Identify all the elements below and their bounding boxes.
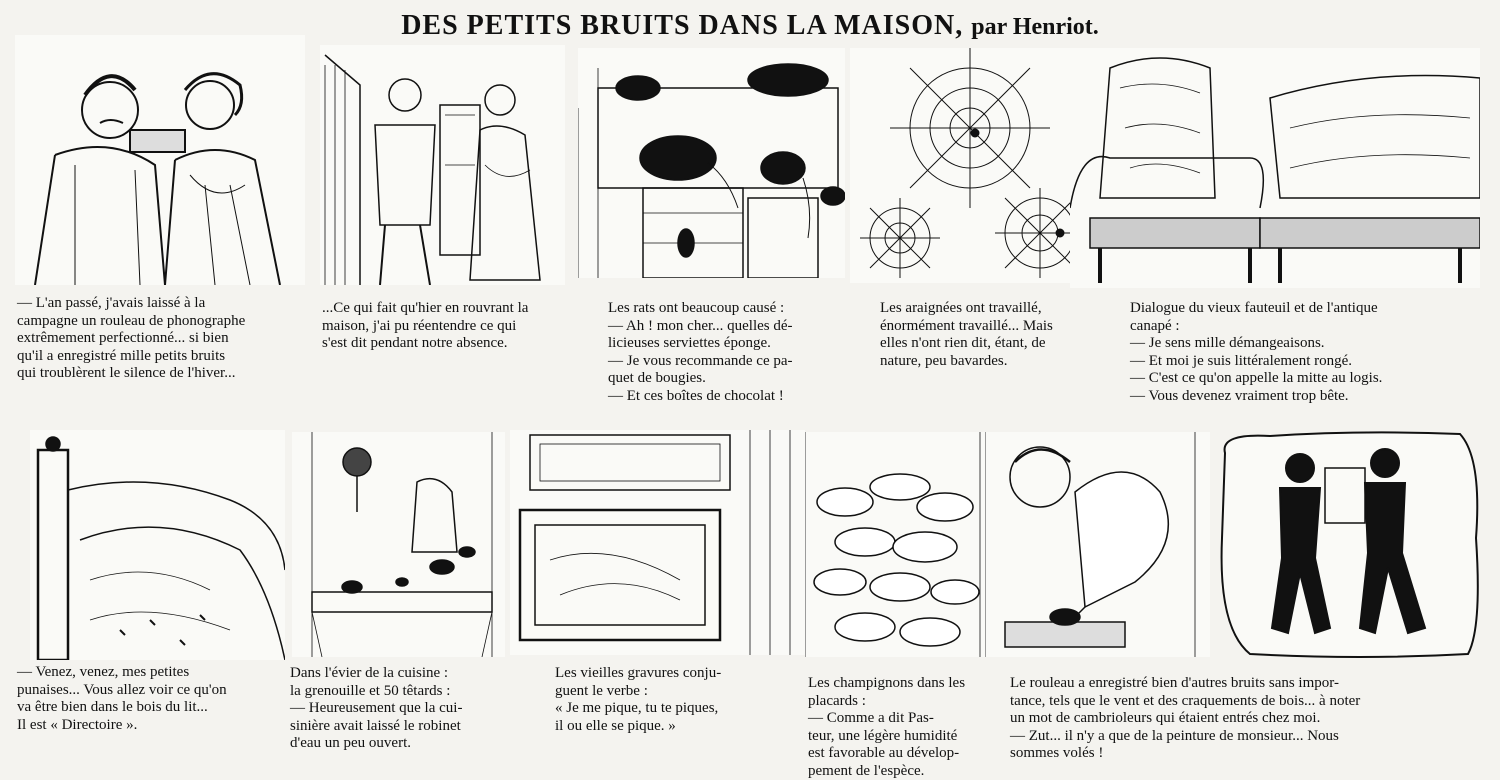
panel-9-caption: Les champignons dans les placards : — Comme a dit Pas- teur, une légère humidité est favorable au dévelop- pement de l'espèce. (808, 675, 966, 779)
panel-7-illustration (292, 432, 505, 657)
title-main: DES PETITS BRUITS DANS LA MAISON, (401, 10, 964, 41)
panel-2-caption: ...Ce qui fait qu'hier en rouvrant la maison, j'ai pu réentendre ce qui s'est dit pendant notre absence. (322, 300, 529, 351)
panel-10-caption: Le rouleau a enregistré bien d'autres bruits sans impor- tance, tels que le vent et des craquements de bois... à noter un mot de cambrioleurs qui étaient entrés chez moi. — Zut... il n'y a que de la peinture de monsieur... Nous sommes volés ! (1010, 675, 1361, 761)
panel-1-caption: — L'an passé, j'avais laissé à la campagne un rouleau de phonographe extrêmement perfectionné... si bien qu'il a enregistré mille petits bruits qui troublèrent le silence de l'hiver... (17, 295, 246, 381)
panel-6-illustration (30, 430, 285, 660)
panel-7-caption: Dans l'évier de la cuisine : la grenouille et 50 têtards : — Heureusement que la cui- sinière avait laissé le robinet d'eau un peu ouvert. (290, 665, 463, 751)
panel-3-caption: Les rats ont beaucoup causé : — Ah ! mon cher... quelles dé- licieuses serviettes éponge. — Je vous recommande ce pa- quet de bougies. — Et ces boîtes de chocolat ! (608, 300, 793, 404)
panel-5-illustration (1070, 48, 1480, 288)
panel-8-caption: Les vieilles gravures conju- guent le verbe : « Je me pique, tu te piques, il ou elle se pique. » (555, 665, 722, 734)
panel-11-illustration (1210, 428, 1485, 660)
panel-2-illustration (320, 45, 565, 285)
panel-4-caption: Les araignées ont travaillé, énormément travaillé... Mais elles n'ont rien dit, étant, de nature, peu bavardes. (880, 300, 1053, 369)
panel-9-illustration (805, 432, 985, 657)
panel-8-illustration (510, 430, 805, 655)
panel-6-caption: — Venez, venez, mes petites punaises... Vous allez voir ce qu'on va être bien dans le bois du lit... Il est « Directoire ». (17, 664, 227, 733)
panel-5-caption: Dialogue du vieux fauteuil et de l'antique canapé : — Je sens mille démangeaisons. — Et moi je suis littéralement rongé. — C'est ce qu'on appelle la mitte au logis. — Vous devenez vraiment trop bête. (1130, 300, 1383, 404)
panel-3-illustration (578, 48, 845, 278)
panel-10-illustration (985, 432, 1210, 657)
panel-4-illustration (850, 48, 1090, 283)
title-byline: par Henriot. (971, 14, 1099, 40)
panel-1-illustration (15, 35, 305, 285)
